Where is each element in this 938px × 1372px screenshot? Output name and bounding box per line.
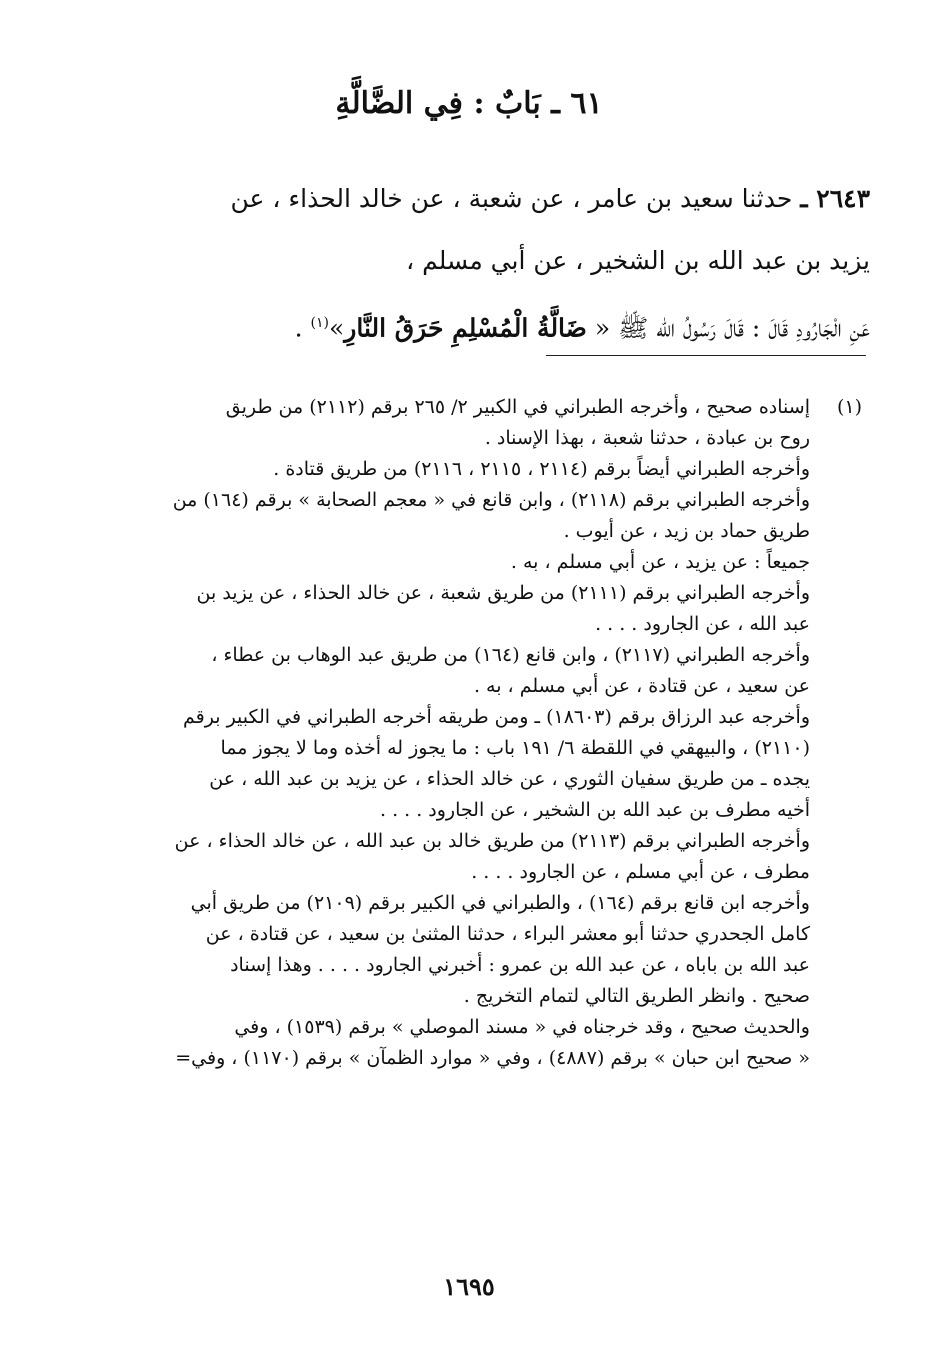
footnote-line: وأخرجه الطبراني برقم (٢١١١) من طريق شعبة ، عن خالد الحذاء ، عن يزيد بن [196,582,810,604]
footnote-line: جميعاً : عن يزيد ، عن أبي مسلم ، به . [510,551,810,573]
hadith-number: ٢٦٤٣ ـ [800,184,870,213]
hadith-line-1 [70,168,870,230]
footnotes [72,392,862,1074]
footnote-line: والحديث صحيح ، وقد خرجناه في « مسند الموصلي » برقم (١٥٣٩) ، وفي [234,1016,810,1038]
chapter-title: ٦١ ـ بَابٌ : فِي الضَّالَّةِ [335,86,603,121]
footnote-ref: (١) [310,315,329,331]
footnote-line: إسناده صحيح ، وأخرجه الطبراني في الكبير ٢/ ٢٦٥ برقم (٢١١٢) من طريق [225,396,810,418]
footnote-line: مطرف ، عن أبي مسلم ، عن الجارود . . . . [471,861,810,883]
hadith-matn: ضَالَّةُ الْمُسْلِمِ حَرَقُ النَّارِ [344,313,587,343]
hadith-narrator: عَنِ الْجَارُودِ قَالَ : قَالَ رَسُولُ الله ﷺ « [586,313,870,343]
footnote-line: وأخرجه عبد الرزاق برقم (١٨٦٠٣) ـ ومن طريقه أخرجه الطبراني في الكبير برقم [183,706,810,728]
footnote-line: كامل الجحدري حدثنا أبو معشر البراء ، حدثنا المثنىٰ بن سعيد ، عن قتادة ، عن [205,923,810,945]
hadith-isnad-1: حدثنا سعيد بن عامر ، عن شعبة ، عن خالد الحذاء ، عن [230,184,801,213]
page-number: ١٦٩٥ [443,1272,495,1301]
footnote-line: طريق حماد بن زيد ، عن أيوب . [563,520,810,542]
footnote-line: وأخرجه الطبراني برقم (٢١١٣) من طريق خالد بن عبد الله ، عن خالد الحذاء ، عن [174,830,810,852]
footnote-label: (١) [836,396,862,418]
footnote-line: أخيه مطرف بن عبد الله بن الشخير ، عن الجارود . . . . [379,799,810,821]
hadith-text [70,168,870,359]
footnote-divider [546,355,866,356]
hadith-line-2: يزيد بن عبد الله بن الشخير ، عن أبي مسلم ، [406,246,870,275]
footnote-line: صحيح . وانظر الطريق التالي لتمام التخريج . [463,985,810,1007]
footnote-line: عبد الله ، عن الجارود . . . . [595,613,810,635]
footnote-line: وأخرجه الطبراني (٢١١٧) ، وابن قانع (١٦٤) من طريق عبد الوهاب بن عطاء ، [211,644,810,666]
footnote-line: عن سعيد ، عن قتادة ، عن أبي مسلم ، به . [473,675,810,697]
footnote-line: (٢١١٠) ، والبيهقي في اللقطة ٦/ ١٩١ باب : ما يجوز له أخذه وما لا يجوز مما [220,737,810,759]
hadith-line-3 [70,292,870,359]
footnote-line: وأخرجه الطبراني أيضاً برقم (٢١١٤ ، ٢١١٥ ، ٢١١٦) من طريق قتادة . [273,458,810,480]
hadith-final-dot: . [294,313,311,343]
footnote-line: « صحيح ابن حبان » برقم (٤٨٨٧) ، وفي « موارد الظمآن » برقم (١١٧٠) ، وفي= [175,1047,810,1069]
footnote-line: روح بن عبادة ، حدثنا شعبة ، بهذا الإسناد . [484,427,810,449]
footnote-body [72,392,810,1074]
footnote-line: وأخرجه الطبراني برقم (٢١١٨) ، وابن قانع في « معجم الصحابة » برقم (١٦٤) من [172,489,810,511]
footnote-line: يجده ـ من طريق سفيان الثوري ، عن خالد الحذاء ، عن يزيد بن عبد الله ، عن [209,768,810,790]
footnote-line: وأخرجه ابن قانع برقم (١٦٤) ، والطبراني في الكبير برقم (٢١٠٩) من طريق أبي [190,892,810,914]
footnote-line: عبد الله بن باباه ، عن عبد الله بن عمرو : أخبرني الجارود . . . . وهذا إسناد [230,954,810,976]
hadith-quote-close: » [328,313,345,343]
